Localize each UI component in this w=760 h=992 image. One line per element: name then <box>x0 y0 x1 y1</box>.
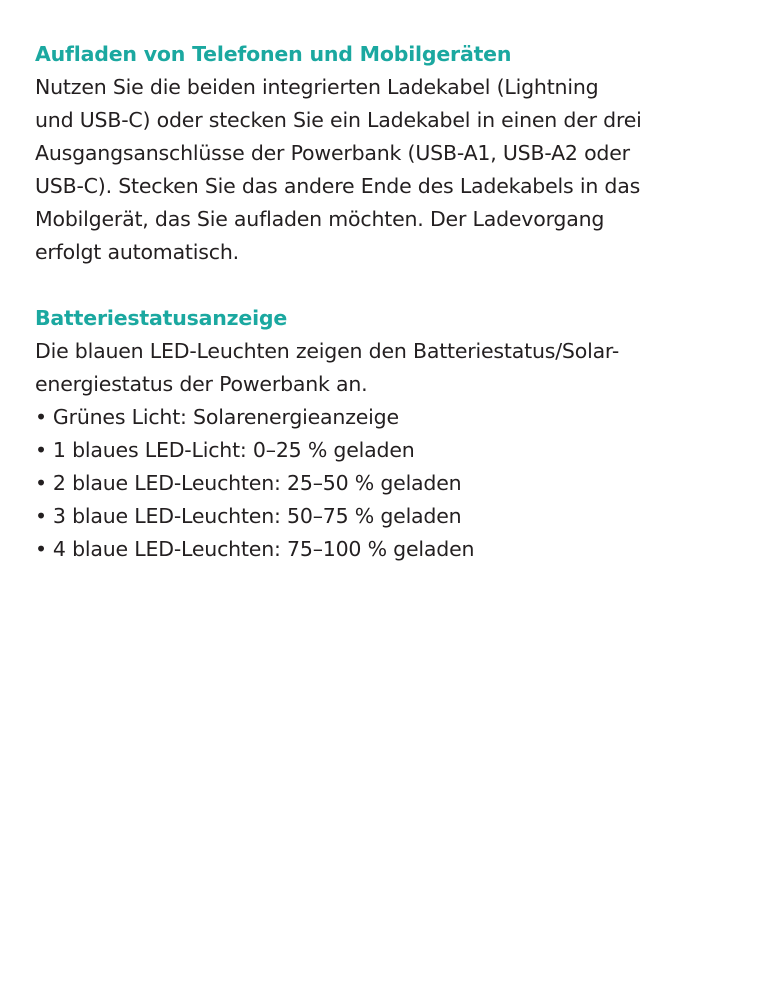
bullet-icon: • <box>35 405 47 429</box>
section-charging <box>35 38 735 269</box>
paragraph-charging <box>35 71 735 269</box>
text-line: Die blauen LED-Leuchten zeigen den Batteriestatus/Solar- <box>35 339 620 363</box>
led-status-list <box>35 401 735 566</box>
list-item <box>35 533 735 566</box>
text-line: USB-C). Stecken Sie das andere Ende des Ladekabels in das <box>35 174 641 198</box>
list-item-text: 3 blaue LED-Leuchten: 50–75 % geladen <box>52 504 462 528</box>
list-item <box>35 434 735 467</box>
text-line: Nutzen Sie die beiden integrierten Ladekabel (Lightning <box>35 75 599 99</box>
bullet-icon: • <box>35 438 47 462</box>
text-line: energiestatus der Powerbank an. <box>35 372 368 396</box>
text-line: und USB-C) oder stecken Sie ein Ladekabel in einen der drei <box>35 108 642 132</box>
text-line: erfolgt automatisch. <box>35 240 239 264</box>
section-heading-charging: Aufladen von Telefonen und Mobilgeräten <box>35 42 512 66</box>
list-item-text: 1 blaues LED-Licht: 0–25 % geladen <box>52 438 415 462</box>
list-item-text: 2 blaue LED-Leuchten: 25–50 % geladen <box>52 471 462 495</box>
list-item <box>35 467 735 500</box>
bullet-icon: • <box>35 471 47 495</box>
list-item-text: Grünes Licht: Solarenergieanzeige <box>52 405 399 429</box>
section-battery-status <box>35 302 735 566</box>
list-item <box>35 401 735 434</box>
section-heading-battery-status: Batteriestatusanzeige <box>35 306 288 330</box>
bullet-icon: • <box>35 504 47 528</box>
text-line: Mobilgerät, das Sie aufladen möchten. Der Ladevorgang <box>35 207 605 231</box>
text-line: Ausgangsanschlüsse der Powerbank (USB-A1, USB-A2 oder <box>35 141 630 165</box>
list-item-text: 4 blaue LED-Leuchten: 75–100 % geladen <box>52 537 475 561</box>
document-page <box>35 38 735 566</box>
paragraph-battery-status <box>35 335 735 401</box>
list-item <box>35 500 735 533</box>
bullet-icon: • <box>35 537 47 561</box>
